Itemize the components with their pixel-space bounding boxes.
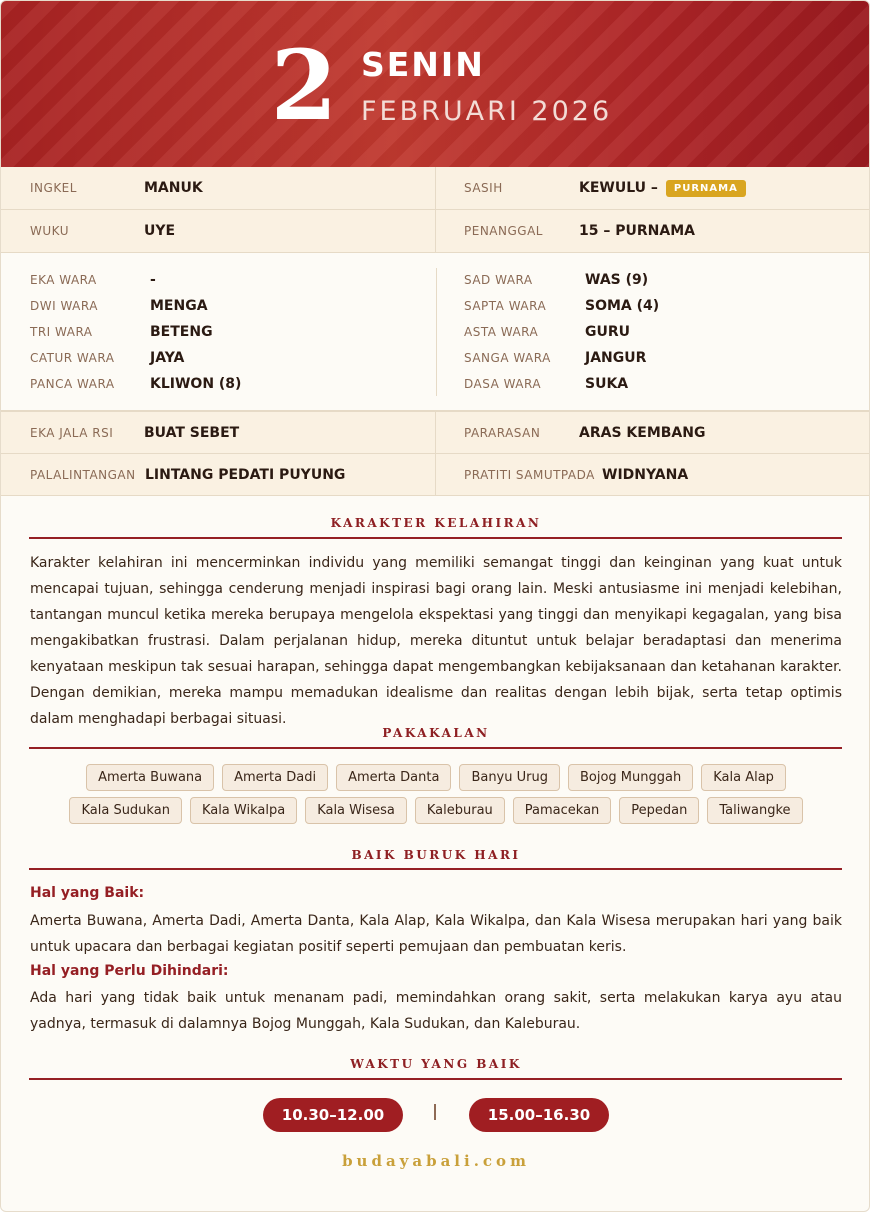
pakakalan-row-2 (1, 797, 870, 824)
purnama-badge: PURNAMA (666, 180, 746, 197)
wara-value: MENGA (150, 298, 208, 314)
pratiti-value: WIDNYANA (602, 466, 689, 483)
karakter-text: Karakter kelahiran ini mencerminkan individu yang memiliki semangat tinggi dan keinginan yang kuat untuk mencapai tujuan, sehingga cenderung menjadi inspirasi bagi orang lain. Meski antusiasme ini menjadi kelebihan, tantangan muncul ketika mereka berupaya mengelola ekspektasi yang tinggi dan menyikapi kegagalan, yang bisa mengakibatkan frustrasi. Dalam perjalanan hidup, mereka dituntut untuk belajar beradaptasi dan menerima kenyataan meskipun tak sesuai harapan, sehingga dapat mengembangkan kebijaksanaan dan ketahanan karakter. Dengan demikian, mereka mampu memadukan idealisme dan realitas dengan lebih bijak, serta tetap optimis dalam menghadapi berbagai situasi. (30, 555, 842, 727)
baik-buruk-title: BAIK BURUK HARI (351, 848, 521, 862)
eka-jala-rsi-label: EKA JALA RSI (30, 425, 114, 440)
bad-heading: Hal yang Perlu Dihindari: (30, 963, 229, 979)
wara-label: ASTA WARA (464, 325, 539, 339)
wara-value: SOMA (4) (585, 298, 660, 314)
wara-label: SANGA WARA (464, 351, 551, 365)
wara-value: JAYA (150, 350, 185, 366)
sasih-cell (436, 167, 870, 209)
month-year: FEBRUARI 2026 (361, 96, 613, 127)
wara-value: - (150, 272, 156, 288)
pratiti-cell (436, 454, 870, 495)
pakakalan-tag: Kaleburau (415, 797, 505, 824)
eka-jala-rsi-cell (1, 412, 436, 453)
palalintangan-value: LINTANG PEDATI PUYUNG (145, 466, 346, 483)
waktu-divider (29, 1078, 842, 1080)
pratiti-label: PRATITI SAMUTPADA (464, 467, 595, 482)
wuku-value: UYE (144, 223, 176, 239)
wara-value: BETENG (150, 324, 213, 340)
wara-value: JANGUR (585, 350, 647, 366)
pakakalan-tag: Taliwangke (707, 797, 802, 824)
pakakalan-tag: Amerta Danta (336, 764, 451, 791)
wara-value: KLIWON (8) (150, 376, 242, 392)
ingkel-value: MANUK (144, 180, 203, 196)
time-slot-2: 15.00–16.30 (469, 1098, 609, 1132)
pakakalan-tag: Amerta Buwana (86, 764, 214, 791)
sasih-value: KEWULU – (579, 180, 658, 196)
penanggal-label: PENANGGAL (464, 224, 543, 238)
wara-row (464, 371, 628, 397)
karakter-title: KARAKTER KELAHIRAN (330, 516, 542, 530)
wara-row (30, 267, 156, 293)
pararasan-label: PARARASAN (464, 425, 541, 440)
ingkel-label: INGKEL (30, 181, 77, 195)
time-slot-1: 10.30–12.00 (263, 1098, 403, 1132)
palalintangan-label: PALALINTANGAN (30, 467, 136, 482)
pakakalan-row-1 (1, 764, 870, 791)
day-number: 2 (270, 29, 338, 142)
eka-jala-rsi-value: BUAT SEBET (144, 424, 240, 441)
wara-label: CATUR WARA (30, 351, 115, 365)
pararasan-value: ARAS KEMBANG (579, 424, 706, 441)
pakakalan-tag: Kala Wikalpa (190, 797, 297, 824)
sasih-label: SASIH (464, 181, 503, 195)
pakakalan-tag: Pamacekan (513, 797, 612, 824)
wara-row (30, 371, 241, 397)
wara-row (464, 267, 648, 293)
wara-divider (436, 268, 437, 396)
wara-row (30, 345, 184, 371)
wara-label: DASA WARA (464, 377, 542, 391)
penanggal-cell (436, 210, 870, 252)
waktu-title: WAKTU YANG BAIK (350, 1057, 522, 1071)
info-row-ingkel-sasih (1, 167, 870, 210)
wara-value: SUKA (585, 376, 629, 392)
karakter-divider (29, 537, 842, 539)
pakakalan-tag: Pepedan (619, 797, 699, 824)
wara-row (30, 293, 208, 319)
pakakalan-tag: Kala Wisesa (305, 797, 407, 824)
wara-label: EKA WARA (30, 273, 97, 287)
wara-row (464, 319, 630, 345)
wara-value: GURU (585, 324, 631, 340)
pakakalan-tag: Amerta Dadi (222, 764, 328, 791)
wara-label: TRI WARA (30, 325, 93, 339)
day-name: SENIN (361, 45, 485, 84)
info-row-ekajala-pararasan (1, 411, 870, 454)
bad-text: Ada hari yang tidak baik untuk menanam padi, memindahkan orang sakit, serta melakukan karya ayu atau yadnya, termasuk di dalamnya Bojog Munggah, Kala Sudukan, dan Kaleburau. (30, 990, 842, 1032)
wara-row (464, 345, 646, 371)
penanggal-value: 15 – PURNAMA (579, 223, 695, 239)
wara-label: SAD WARA (464, 273, 533, 287)
wara-row (30, 319, 213, 345)
date-header (1, 1, 870, 167)
pakakalan-title: PAKAKALAN (382, 726, 490, 740)
wara-value: WAS (9) (585, 272, 649, 288)
wara-grid (1, 253, 870, 411)
pakakalan-tag: Kala Alap (701, 764, 786, 791)
wara-label: PANCA WARA (30, 377, 115, 391)
palalintangan-cell (1, 454, 436, 495)
info-row-palalintangan-pratiti (1, 454, 870, 496)
good-heading: Hal yang Baik: (30, 885, 145, 901)
pakakalan-tag: Bojog Munggah (568, 764, 693, 791)
wuku-label: WUKU (30, 224, 69, 238)
good-text: Amerta Buwana, Amerta Dadi, Amerta Danta, Kala Alap, Kala Wikalpa, dan Kala Wisesa merupakan hari yang baik untuk upacara dan berbagai kegiatan positif seperti pemujaan dan pembuatan keris. (30, 913, 842, 955)
wara-label: DWI WARA (30, 299, 98, 313)
wuku-cell (1, 210, 436, 252)
wara-label: SAPTA WARA (464, 299, 547, 313)
pakakalan-tag: Kala Sudukan (69, 797, 181, 824)
wara-row (464, 293, 659, 319)
time-separator (434, 1104, 436, 1120)
info-row-wuku-penanggal (1, 210, 870, 253)
pakakalan-tag: Banyu Urug (459, 764, 560, 791)
pakakalan-divider (29, 747, 842, 749)
pararasan-cell (436, 412, 870, 453)
ingkel-cell (1, 167, 436, 209)
baik-buruk-divider (29, 868, 842, 870)
footer-site[interactable]: budayabali.com (342, 1152, 530, 1170)
